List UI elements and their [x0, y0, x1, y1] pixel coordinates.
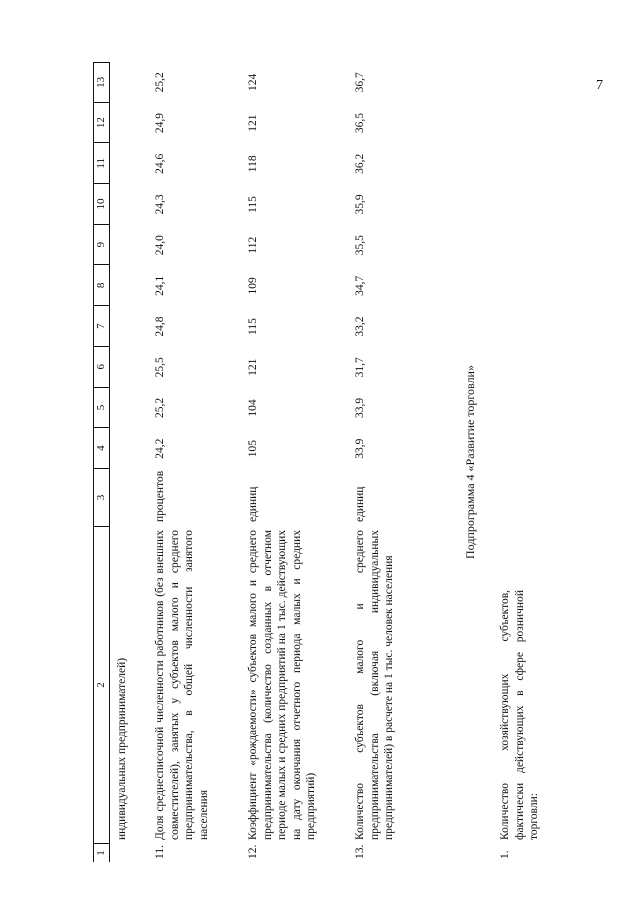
table-header-row	[93, 62, 110, 862]
value-cell: 36,5	[354, 113, 366, 134]
header-cell: 12	[94, 103, 109, 144]
value-cell: 109	[247, 277, 259, 295]
value-cell: 121	[247, 358, 259, 376]
header-cell: 9	[94, 225, 109, 266]
header-cell: 1	[95, 850, 107, 856]
subprogram-row-description: Количество хозяйствующих субъектов, фактически действующих в сфере розничной торговли:	[499, 590, 540, 840]
value-cell: 115	[247, 196, 259, 213]
value-cell: 25,2	[154, 397, 166, 419]
header-cell: 3	[94, 469, 109, 527]
row-number: 11.	[154, 845, 166, 859]
value-cell: 115	[247, 318, 259, 335]
value-cell: 24,6	[154, 153, 166, 174]
header-cell: 6	[94, 347, 109, 388]
value-cell: 36,7	[354, 72, 366, 93]
value-cell: 112	[247, 236, 259, 254]
row-unit: единиц	[354, 486, 366, 522]
value-cell: 25,5	[154, 357, 166, 378]
value-cell: 35,9	[354, 194, 366, 215]
row-description: Коэффициент «рождаемости» субъектов малого и среднего предпринимательства (количество созданных в отчетном периоде малых и средних предприятий на 1 тыс. действующих на дату окончания отчетного периода малых и средних предприятий)	[247, 530, 317, 840]
value-cell: 105	[247, 440, 259, 458]
rotated-table-area	[93, 62, 553, 862]
value-cell: 121	[247, 114, 259, 132]
value-cell: 25,2	[154, 72, 166, 93]
header-cell: 2	[94, 527, 109, 844]
value-cell: 124	[247, 73, 259, 91]
header-cell: 7	[94, 306, 109, 347]
header-cell: 13	[94, 62, 109, 103]
value-cell: 24,2	[154, 438, 166, 459]
value-cell: 24,8	[154, 316, 166, 337]
header-cell: 10	[94, 184, 109, 225]
row-description: Доля среднесписочной численности работников (без внешних совместителей), занятых у субъектов малого и среднего предпринимательства, в общей численности занятого населения	[154, 530, 210, 840]
row-unit: процентов	[154, 470, 166, 522]
row-number: 13.	[354, 844, 366, 859]
value-cell: 34,7	[354, 275, 366, 296]
subprogram-title: Подпрограмма 4 «Развитие торговли»	[463, 365, 477, 559]
value-cell: 118	[247, 155, 259, 173]
header-cell: 11	[94, 143, 109, 184]
row-number: 12.	[247, 844, 259, 859]
value-cell: 104	[247, 399, 259, 417]
subprogram-row-number: 1.	[499, 850, 511, 859]
row-description: Количество субъектов малого и среднего предпринимательства (включая индивидуальных предпринимателей) в расчете на 1 тыс. человек населения	[354, 530, 395, 840]
header-cell: 8	[94, 266, 109, 307]
value-cell: 24,1	[154, 275, 166, 296]
header-cell: 5	[94, 388, 109, 429]
value-cell: 24,3	[154, 194, 166, 215]
value-cell: 36,2	[354, 153, 366, 174]
value-cell: 33,2	[354, 316, 366, 337]
value-cell: 24,0	[154, 235, 166, 256]
value-cell: 35,5	[354, 235, 366, 256]
row-unit: единиц	[247, 486, 259, 522]
value-cell: 33,9	[354, 438, 366, 459]
continuation-text: индивидуальных предпринимателей)	[116, 657, 128, 840]
header-cell: 4	[94, 428, 109, 469]
value-cell: 33,9	[354, 397, 366, 419]
value-cell: 31,7	[354, 357, 366, 378]
page-number: 7	[596, 78, 603, 93]
value-cell: 24,9	[154, 113, 166, 134]
